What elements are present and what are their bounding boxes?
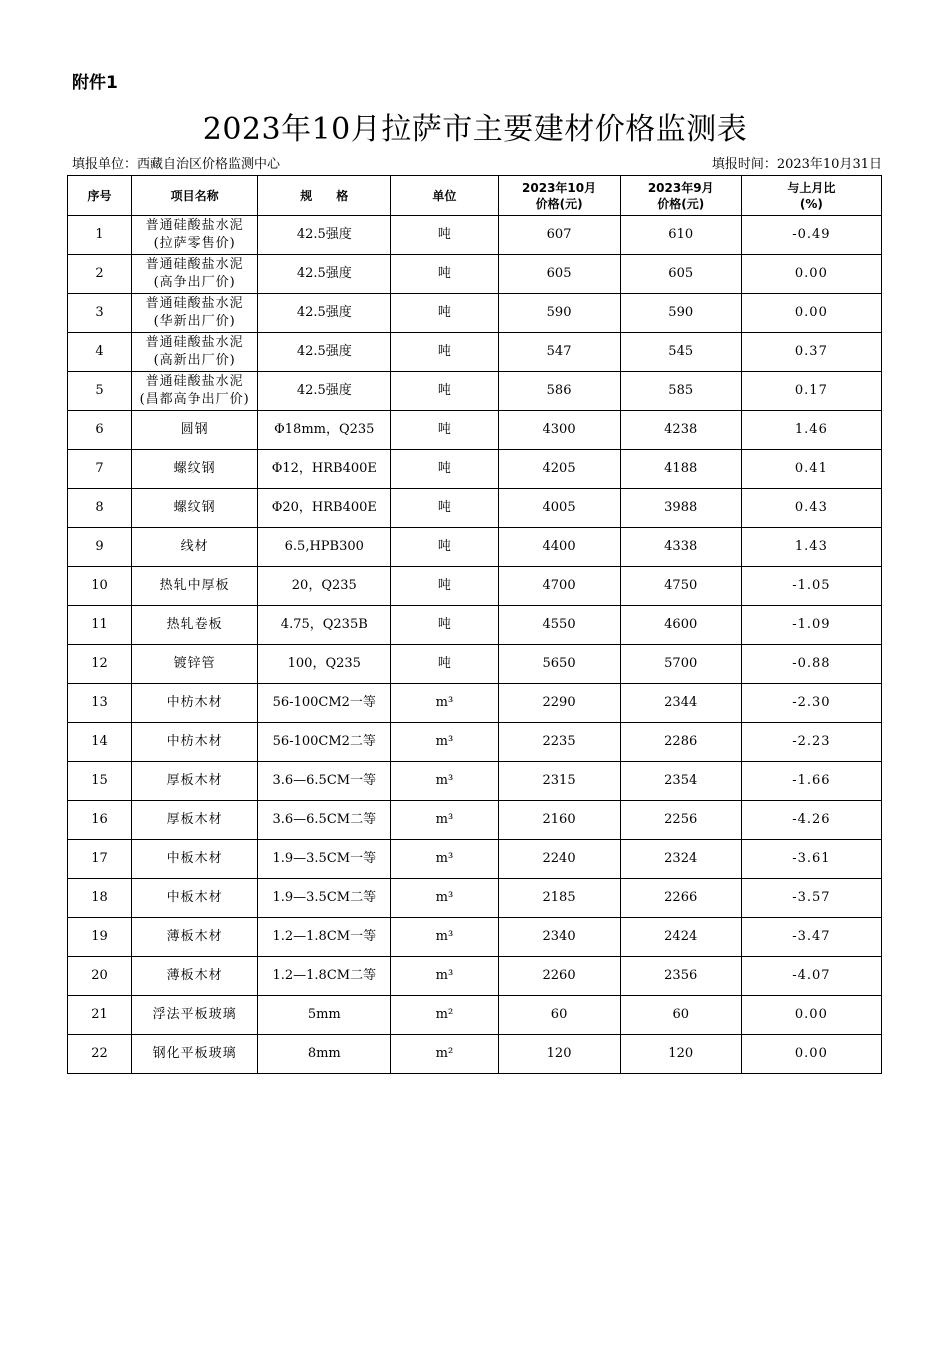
cell-name <box>132 333 258 372</box>
table-row <box>68 645 882 684</box>
cell-spec: 56-100CM2一等 <box>258 684 391 723</box>
cell-name-line2: (高争出厂价) <box>153 275 236 290</box>
cell-name <box>132 684 258 723</box>
header-sep-price: 2023年9月 价格(元) <box>620 176 741 216</box>
cell-sep-price: 590 <box>620 294 741 333</box>
cell-spec: 56-100CM2二等 <box>258 723 391 762</box>
header-spec: 规 格 <box>258 176 391 216</box>
cell-spec: 3.6—6.5CM一等 <box>258 762 391 801</box>
page-title: 2023年10月拉萨市主要建材价格监测表 <box>202 112 748 147</box>
cell-name-line1: 普通硅酸盐水泥 <box>145 218 244 233</box>
cell-change: 0.37 <box>741 333 881 372</box>
cell-name-line1: 普通硅酸盐水泥 <box>145 335 244 350</box>
cell-name <box>132 567 258 606</box>
cell-name-line1: 薄板木材 <box>166 968 223 983</box>
cell-change: 0.17 <box>741 372 881 411</box>
cell-name <box>132 801 258 840</box>
cell-sep-price: 2354 <box>620 762 741 801</box>
cell-unit: m² <box>391 1035 498 1074</box>
table-row <box>68 567 882 606</box>
cell-seq: 19 <box>68 918 132 957</box>
cell-seq: 20 <box>68 957 132 996</box>
cell-seq: 3 <box>68 294 132 333</box>
cell-seq: 13 <box>68 684 132 723</box>
cell-name-line1: 热轧卷板 <box>166 617 223 632</box>
cell-sep-price: 3988 <box>620 489 741 528</box>
table-row <box>68 918 882 957</box>
cell-name <box>132 528 258 567</box>
cell-oct-price: 2235 <box>498 723 620 762</box>
cell-unit: 吨 <box>391 216 498 255</box>
cell-unit: 吨 <box>391 294 498 333</box>
cell-oct-price: 2340 <box>498 918 620 957</box>
cell-sep-price: 4188 <box>620 450 741 489</box>
cell-name-line2: (昌都高争出厂价) <box>139 392 250 407</box>
cell-unit: 吨 <box>391 333 498 372</box>
cell-spec: 6.5,HPB300 <box>258 528 391 567</box>
cell-oct-price: 2290 <box>498 684 620 723</box>
cell-name <box>132 918 258 957</box>
cell-spec: 8mm <box>258 1035 391 1074</box>
table-row <box>68 801 882 840</box>
attachment-label: 附件1 <box>72 73 118 93</box>
cell-oct-price: 590 <box>498 294 620 333</box>
cell-seq: 2 <box>68 255 132 294</box>
cell-spec: 42.5强度 <box>258 216 391 255</box>
cell-seq: 18 <box>68 879 132 918</box>
cell-spec: 1.9—3.5CM一等 <box>258 840 391 879</box>
cell-name-line1: 中枋木材 <box>166 734 223 749</box>
table-row <box>68 762 882 801</box>
cell-spec: Φ20，HRB400E <box>258 489 391 528</box>
cell-seq: 11 <box>68 606 132 645</box>
table-row <box>68 450 882 489</box>
reporting-unit: 填报单位：西藏自治区价格监测中心 <box>72 157 281 172</box>
cell-oct-price: 4205 <box>498 450 620 489</box>
cell-spec: 1.9—3.5CM二等 <box>258 879 391 918</box>
cell-sep-price: 4238 <box>620 411 741 450</box>
cell-seq: 14 <box>68 723 132 762</box>
cell-oct-price: 605 <box>498 255 620 294</box>
cell-name-line1: 螺纹钢 <box>173 500 216 515</box>
cell-name <box>132 294 258 333</box>
cell-sep-price: 2424 <box>620 918 741 957</box>
cell-sep-price: 2344 <box>620 684 741 723</box>
cell-spec: 3.6—6.5CM二等 <box>258 801 391 840</box>
cell-unit: 吨 <box>391 255 498 294</box>
table-row <box>68 528 882 567</box>
cell-seq: 8 <box>68 489 132 528</box>
cell-seq: 4 <box>68 333 132 372</box>
cell-name <box>132 762 258 801</box>
cell-seq: 15 <box>68 762 132 801</box>
cell-name <box>132 996 258 1035</box>
table-row <box>68 996 882 1035</box>
cell-change: -3.47 <box>741 918 881 957</box>
cell-sep-price: 2256 <box>620 801 741 840</box>
cell-name <box>132 957 258 996</box>
cell-change: -1.05 <box>741 567 881 606</box>
cell-oct-price: 2315 <box>498 762 620 801</box>
table-row <box>68 372 882 411</box>
cell-seq: 10 <box>68 567 132 606</box>
cell-change: 0.00 <box>741 996 881 1035</box>
cell-change: 0.00 <box>741 294 881 333</box>
table-row <box>68 411 882 450</box>
cell-unit: 吨 <box>391 450 498 489</box>
cell-name-line1: 中板木材 <box>166 851 223 866</box>
table-row <box>68 840 882 879</box>
cell-oct-price: 4300 <box>498 411 620 450</box>
cell-unit: m³ <box>391 723 498 762</box>
cell-unit: 吨 <box>391 411 498 450</box>
cell-change: 0.41 <box>741 450 881 489</box>
cell-name-line1: 普通硅酸盐水泥 <box>145 374 244 389</box>
cell-seq: 1 <box>68 216 132 255</box>
cell-spec: 1.2—1.8CM一等 <box>258 918 391 957</box>
cell-spec: 42.5强度 <box>258 294 391 333</box>
cell-change: -0.88 <box>741 645 881 684</box>
header-change: 与上月比 (%) <box>741 176 881 216</box>
cell-unit: m³ <box>391 840 498 879</box>
cell-sep-price: 120 <box>620 1035 741 1074</box>
cell-spec: Φ12，HRB400E <box>258 450 391 489</box>
table-row <box>68 606 882 645</box>
cell-change: -4.26 <box>741 801 881 840</box>
cell-seq: 7 <box>68 450 132 489</box>
cell-oct-price: 4550 <box>498 606 620 645</box>
cell-name <box>132 372 258 411</box>
header-unit: 单位 <box>391 176 498 216</box>
cell-oct-price: 607 <box>498 216 620 255</box>
header-name: 项目名称 <box>132 176 258 216</box>
cell-seq: 12 <box>68 645 132 684</box>
cell-name <box>132 1035 258 1074</box>
cell-change: -2.23 <box>741 723 881 762</box>
cell-unit: m³ <box>391 879 498 918</box>
cell-seq: 22 <box>68 1035 132 1074</box>
cell-change: 0.00 <box>741 255 881 294</box>
cell-change: -3.61 <box>741 840 881 879</box>
cell-seq: 5 <box>68 372 132 411</box>
table-row <box>68 489 882 528</box>
cell-spec: 5mm <box>258 996 391 1035</box>
cell-change: 0.00 <box>741 1035 881 1074</box>
table-row <box>68 333 882 372</box>
price-table <box>67 175 882 1074</box>
cell-name-line2: (拉萨零售价) <box>153 236 236 251</box>
cell-name-line1: 薄板木材 <box>166 929 223 944</box>
cell-spec: 4.75，Q235B <box>258 606 391 645</box>
cell-name <box>132 489 258 528</box>
cell-unit: 吨 <box>391 528 498 567</box>
table-row <box>68 255 882 294</box>
cell-name <box>132 840 258 879</box>
cell-name-line1: 圆钢 <box>180 422 209 437</box>
cell-unit: m² <box>391 996 498 1035</box>
cell-oct-price: 4005 <box>498 489 620 528</box>
cell-unit: m³ <box>391 684 498 723</box>
cell-name-line1: 普通硅酸盐水泥 <box>145 296 244 311</box>
cell-change: 1.43 <box>741 528 881 567</box>
cell-name <box>132 879 258 918</box>
cell-spec: Φ18mm，Q235 <box>258 411 391 450</box>
cell-seq: 21 <box>68 996 132 1035</box>
cell-oct-price: 2260 <box>498 957 620 996</box>
cell-sep-price: 4600 <box>620 606 741 645</box>
cell-sep-price: 4338 <box>620 528 741 567</box>
cell-oct-price: 120 <box>498 1035 620 1074</box>
table-row <box>68 684 882 723</box>
cell-change: -3.57 <box>741 879 881 918</box>
cell-sep-price: 2356 <box>620 957 741 996</box>
cell-name <box>132 255 258 294</box>
cell-sep-price: 2286 <box>620 723 741 762</box>
cell-name <box>132 606 258 645</box>
cell-oct-price: 4700 <box>498 567 620 606</box>
cell-unit: 吨 <box>391 567 498 606</box>
cell-name-line1: 线材 <box>180 539 209 554</box>
table-row <box>68 879 882 918</box>
cell-name-line1: 镀锌管 <box>173 656 216 671</box>
cell-change: -1.09 <box>741 606 881 645</box>
cell-sep-price: 4750 <box>620 567 741 606</box>
cell-sep-price: 605 <box>620 255 741 294</box>
cell-name <box>132 450 258 489</box>
cell-name-line2: (华新出厂价) <box>153 314 236 329</box>
cell-name-line1: 厚板木材 <box>166 812 223 827</box>
cell-unit: m³ <box>391 957 498 996</box>
header-seq: 序号 <box>68 176 132 216</box>
cell-sep-price: 2324 <box>620 840 741 879</box>
cell-spec: 42.5强度 <box>258 372 391 411</box>
table-header-row <box>68 176 882 216</box>
cell-name <box>132 723 258 762</box>
table-row <box>68 723 882 762</box>
cell-change: -1.66 <box>741 762 881 801</box>
table-row <box>68 957 882 996</box>
cell-oct-price: 2240 <box>498 840 620 879</box>
cell-oct-price: 4400 <box>498 528 620 567</box>
cell-change: 0.43 <box>741 489 881 528</box>
cell-name-line1: 浮法平板玻璃 <box>152 1007 237 1022</box>
cell-spec: 20，Q235 <box>258 567 391 606</box>
cell-unit: 吨 <box>391 645 498 684</box>
cell-change: 1.46 <box>741 411 881 450</box>
cell-unit: m³ <box>391 762 498 801</box>
cell-name <box>132 216 258 255</box>
cell-spec: 1.2—1.8CM二等 <box>258 957 391 996</box>
table-row <box>68 216 882 255</box>
cell-name-line1: 热轧中厚板 <box>159 578 230 593</box>
cell-unit: m³ <box>391 801 498 840</box>
cell-oct-price: 60 <box>498 996 620 1035</box>
cell-change: -4.07 <box>741 957 881 996</box>
cell-oct-price: 5650 <box>498 645 620 684</box>
cell-sep-price: 610 <box>620 216 741 255</box>
cell-sep-price: 60 <box>620 996 741 1035</box>
cell-unit: 吨 <box>391 606 498 645</box>
cell-sep-price: 5700 <box>620 645 741 684</box>
cell-unit: m³ <box>391 918 498 957</box>
cell-seq: 17 <box>68 840 132 879</box>
table-row <box>68 294 882 333</box>
cell-seq: 9 <box>68 528 132 567</box>
cell-name-line1: 中枋木材 <box>166 695 223 710</box>
cell-sep-price: 585 <box>620 372 741 411</box>
cell-name-line1: 中板木材 <box>166 890 223 905</box>
header-oct-price: 2023年10月 价格(元) <box>498 176 620 216</box>
cell-name-line1: 普通硅酸盐水泥 <box>145 257 244 272</box>
cell-seq: 6 <box>68 411 132 450</box>
cell-sep-price: 2266 <box>620 879 741 918</box>
cell-name <box>132 411 258 450</box>
cell-oct-price: 586 <box>498 372 620 411</box>
cell-name <box>132 645 258 684</box>
table-row <box>68 1035 882 1074</box>
cell-seq: 16 <box>68 801 132 840</box>
cell-change: -2.30 <box>741 684 881 723</box>
cell-name-line1: 螺纹钢 <box>173 461 216 476</box>
cell-oct-price: 2160 <box>498 801 620 840</box>
cell-name-line1: 厚板木材 <box>166 773 223 788</box>
report-time: 填报时间：2023年10月31日 <box>711 157 882 172</box>
cell-spec: 100，Q235 <box>258 645 391 684</box>
cell-spec: 42.5强度 <box>258 255 391 294</box>
cell-oct-price: 2185 <box>498 879 620 918</box>
cell-name-line2: (高新出厂价) <box>153 353 236 368</box>
cell-sep-price: 545 <box>620 333 741 372</box>
cell-unit: 吨 <box>391 489 498 528</box>
cell-unit: 吨 <box>391 372 498 411</box>
cell-name-line1: 钢化平板玻璃 <box>152 1046 237 1061</box>
cell-spec: 42.5强度 <box>258 333 391 372</box>
cell-change: -0.49 <box>741 216 881 255</box>
cell-oct-price: 547 <box>498 333 620 372</box>
